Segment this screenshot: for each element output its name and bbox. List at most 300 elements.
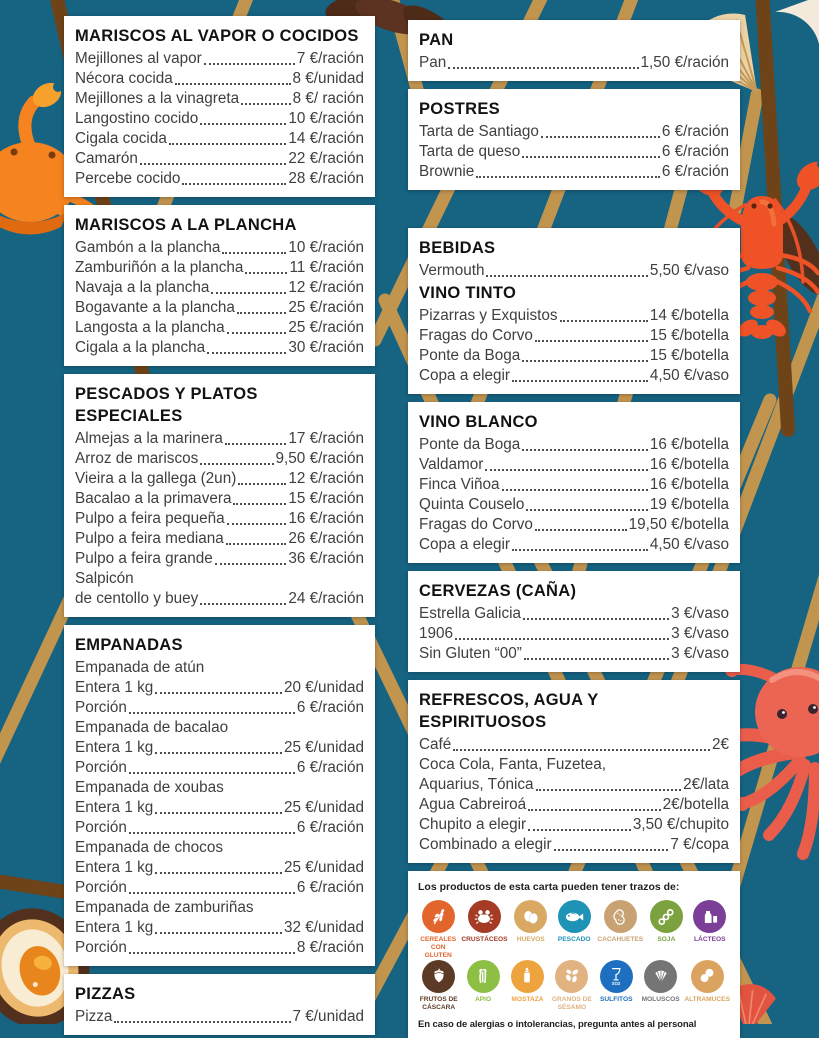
- section-heading: REFRESCOS, AGUA Y ESPIRITUOSOS: [419, 691, 599, 731]
- item-price: 7 €/ración: [296, 50, 364, 67]
- dotted-leader: [215, 549, 287, 565]
- item-name: Brownie: [419, 163, 475, 180]
- allergen-label: ALTRAMUCES: [684, 995, 730, 1003]
- dotted-leader: [512, 366, 648, 382]
- mustard-icon: [511, 960, 544, 993]
- dotted-leader: [528, 815, 631, 831]
- menu-item: [75, 489, 364, 509]
- item-name: Porción: [75, 699, 127, 716]
- mollusc-shell-icon: [644, 960, 677, 993]
- dotted-leader: [502, 475, 648, 491]
- dotted-leader: [140, 149, 286, 165]
- dotted-leader: [155, 738, 282, 754]
- allergen-item: [511, 900, 551, 960]
- menu-item: [75, 698, 364, 718]
- section-heading: MARISCOS A LA PLANCHA: [75, 216, 297, 234]
- item-name: Langosta a la plancha: [75, 319, 225, 336]
- dotted-leader: [241, 89, 290, 105]
- item-name: Bacalao a la primavera: [75, 490, 232, 507]
- item-price: 3 €/vaso: [671, 645, 729, 662]
- item-price: 2€: [711, 736, 729, 753]
- dotted-leader: [512, 535, 648, 551]
- allergen-item: [461, 900, 507, 960]
- item-price: 17 €/ración: [288, 430, 364, 447]
- dotted-leader: [526, 495, 647, 511]
- menu-item: [419, 435, 729, 455]
- item-price: 12 €/ración: [288, 470, 364, 487]
- menu-item: [75, 238, 364, 258]
- allergen-label: APIO: [475, 995, 492, 1003]
- menu-item: [75, 89, 364, 109]
- item-name: Porción: [75, 939, 127, 956]
- menu-item: [75, 918, 364, 938]
- allergen-label: CRUSTÁCEOS: [461, 936, 508, 943]
- allergen-row: [418, 960, 730, 1012]
- item-name: Copa a elegir: [419, 367, 510, 384]
- menu-item: [419, 122, 729, 142]
- item-name: Café: [419, 736, 452, 753]
- allergen-intro: Los productos de esta carta pueden tener trazos de:: [418, 881, 680, 893]
- menu-section: [408, 571, 740, 672]
- menu-section: [64, 205, 375, 366]
- dotted-leader: [536, 775, 682, 791]
- allergen-label: MOLUSCOS: [641, 995, 680, 1003]
- menu-item: [75, 838, 364, 858]
- item-name: Fragas do Corvo: [419, 327, 533, 344]
- allergen-item: [646, 900, 686, 960]
- item-name: Mejillones al vapor: [75, 50, 202, 67]
- item-price: 36 €/ración: [288, 550, 364, 567]
- menu-item: [75, 549, 364, 569]
- allergen-footer: En caso de alergias o intolerancias, pregunta antes al personal: [418, 1018, 697, 1030]
- menu-section: [408, 89, 740, 190]
- dotted-leader: [528, 795, 661, 811]
- dotted-leader: [129, 758, 295, 774]
- menu-item: [75, 898, 364, 918]
- item-price: 8 €/unidad: [292, 70, 364, 87]
- menu-item: [75, 569, 364, 589]
- item-name: Empanada de atún: [75, 659, 205, 676]
- dotted-leader: [200, 449, 273, 465]
- item-price: 6 €/ración: [296, 879, 364, 896]
- item-name: Chupito a elegir: [419, 816, 527, 833]
- dotted-leader: [455, 624, 669, 640]
- menu-item: [75, 858, 364, 878]
- dotted-leader: [453, 735, 710, 751]
- section-heading: PAN: [419, 31, 454, 49]
- menu-item: [75, 509, 364, 529]
- item-name: Entera 1 kg: [75, 739, 154, 756]
- eggs-icon: [514, 900, 547, 933]
- item-price: 10 €/ración: [288, 110, 364, 127]
- item-price: 30 €/ración: [288, 339, 364, 356]
- allergen-item: [690, 900, 730, 960]
- menu-column-left: [64, 16, 375, 1035]
- item-name: Finca Viñoa: [419, 476, 500, 493]
- dotted-leader: [155, 678, 282, 694]
- dotted-leader: [114, 1007, 290, 1023]
- celery-icon: [467, 960, 500, 993]
- dotted-leader: [476, 162, 660, 178]
- item-price: 5,50 €/vaso: [649, 262, 729, 279]
- item-price: 3 €/vaso: [671, 625, 729, 642]
- item-name: Coca Cola, Fanta, Fuzetea,: [419, 756, 607, 773]
- item-price: 25 €/unidad: [284, 859, 364, 876]
- item-name: Sin Gluten “00”: [419, 645, 522, 662]
- item-price: 15 €/ración: [288, 490, 364, 507]
- allergen-label: GRANOS DE SÉSAMO: [551, 995, 592, 1011]
- dotted-leader: [204, 49, 295, 65]
- item-price: 2€/lata: [683, 776, 729, 793]
- dotted-leader: [225, 429, 286, 445]
- menu-item: [419, 142, 729, 162]
- item-name: Navaja a la plancha: [75, 279, 210, 296]
- item-name: Vieira a la gallega (2un): [75, 470, 237, 487]
- allergen-label: CEREALES CON GLUTEN: [420, 936, 457, 959]
- menu-item: [75, 818, 364, 838]
- item-price: 6 €/ración: [296, 819, 364, 836]
- item-price: 19,50 €/botella: [628, 516, 729, 533]
- menu-item: [419, 735, 729, 755]
- menu-item: [75, 878, 364, 898]
- menu-item: [419, 495, 729, 515]
- menu-item: [75, 938, 364, 958]
- menu-section: [64, 974, 375, 1035]
- item-price: 19 €/botella: [649, 496, 729, 513]
- allergen-label: LÁCTEOS: [694, 936, 726, 943]
- item-price: 16 €/botella: [649, 456, 729, 473]
- item-name: Cigala a la plancha: [75, 339, 206, 356]
- corner-shell-illustration: [775, 0, 819, 44]
- item-price: 10 €/ración: [288, 239, 364, 256]
- menu-item: [419, 53, 729, 73]
- dotted-leader: [207, 338, 286, 354]
- item-name: Almejas a la marinera: [75, 430, 223, 447]
- item-name: Salpicón: [75, 570, 134, 587]
- sesame-icon: [555, 960, 588, 993]
- menu-item: [75, 318, 364, 338]
- allergen-item: [596, 960, 637, 1012]
- item-name: Fragas do Corvo: [419, 516, 533, 533]
- menu-item: [75, 129, 364, 149]
- item-name: Tarta de Santiago: [419, 123, 539, 140]
- section-heading: VINO BLANCO: [419, 413, 538, 431]
- dotted-leader: [485, 455, 648, 471]
- dotted-leader: [227, 509, 287, 525]
- peanut-icon: [604, 900, 637, 933]
- item-price: 6 €/ración: [661, 143, 729, 160]
- item-name: Entera 1 kg: [75, 679, 154, 696]
- item-name: Gambón a la plancha: [75, 239, 221, 256]
- item-name: Tarta de queso: [419, 143, 521, 160]
- dotted-leader: [222, 238, 286, 254]
- item-price: 3 €/vaso: [671, 605, 729, 622]
- menu-item: [419, 306, 729, 326]
- item-name: Langostino cocido: [75, 110, 199, 127]
- milk-icon: [693, 900, 726, 933]
- menu-item: [419, 755, 729, 775]
- allergen-item: [554, 900, 594, 960]
- item-name: Vermouth: [419, 262, 485, 279]
- menu-section: [64, 374, 375, 617]
- allergen-label: CACAHUETES: [597, 936, 644, 943]
- item-price: 4,50 €/vaso: [649, 367, 729, 384]
- dotted-leader: [200, 109, 286, 125]
- item-name: Pulpo a feira pequeña: [75, 510, 225, 527]
- menu-item: [419, 261, 729, 281]
- menu-item: [75, 738, 364, 758]
- item-name: 1906: [419, 625, 454, 642]
- menu-item: [75, 778, 364, 798]
- section-heading: BEBIDAS: [419, 239, 496, 257]
- menu-item: [419, 366, 729, 386]
- dotted-leader: [182, 169, 286, 185]
- lupin-icon: [691, 960, 724, 993]
- item-name: Empanada de xoubas: [75, 779, 224, 796]
- item-name: Quinta Couselo: [419, 496, 525, 513]
- dotted-leader: [524, 644, 669, 660]
- sulfites-icon: [600, 960, 633, 993]
- menu-section: [408, 228, 740, 394]
- item-name: Empanada de bacalao: [75, 719, 229, 736]
- menu-item: [419, 835, 729, 855]
- svg-text:SO2: SO2: [612, 981, 621, 987]
- item-price: 24 €/ración: [288, 590, 364, 607]
- section-heading: MARISCOS AL VAPOR O COCIDOS: [75, 27, 359, 45]
- item-name: Aquarius, Tónica: [419, 776, 534, 793]
- item-name: Mejillones a la vinagreta: [75, 90, 240, 107]
- section-heading: CERVEZAS (CAÑA): [419, 582, 577, 600]
- item-name: Nécora cocida: [75, 70, 173, 87]
- menu-item: [419, 515, 729, 535]
- item-price: 25 €/ración: [288, 299, 364, 316]
- dotted-leader: [226, 529, 286, 545]
- dotted-leader: [535, 326, 648, 342]
- item-name: Empanada de zamburiñas: [75, 899, 254, 916]
- dotted-leader: [237, 298, 286, 314]
- item-name: Zamburiñón a la plancha: [75, 259, 244, 276]
- dotted-leader: [522, 435, 648, 451]
- allergen-item: [462, 960, 503, 1012]
- item-price: 25 €/unidad: [284, 739, 364, 756]
- wheat-icon: [422, 900, 455, 933]
- menu-item: [75, 69, 364, 89]
- menu-item: [75, 658, 364, 678]
- dotted-leader: [211, 278, 286, 294]
- item-price: 25 €/ración: [288, 319, 364, 336]
- dotted-leader: [560, 306, 648, 322]
- item-price: 6 €/ración: [296, 759, 364, 776]
- dotted-leader: [155, 798, 282, 814]
- dotted-leader: [541, 122, 660, 138]
- item-price: 15 €/botella: [649, 327, 729, 344]
- menu-item: [419, 162, 729, 182]
- menu-item: [75, 469, 364, 489]
- crab-icon: [468, 900, 501, 933]
- dotted-leader: [129, 878, 295, 894]
- menu-item: [419, 346, 729, 366]
- menu-section: [408, 680, 740, 863]
- menu-item: [75, 278, 364, 298]
- item-name: Valdamor: [419, 456, 484, 473]
- dotted-leader: [129, 818, 295, 834]
- item-price: 1,50 €/ración: [640, 54, 729, 71]
- item-price: 6 €/ración: [296, 699, 364, 716]
- menu-item: [75, 109, 364, 129]
- section-heading: PIZZAS: [75, 985, 136, 1003]
- item-name: Estrella Galicia: [419, 605, 522, 622]
- menu-section: [408, 402, 740, 563]
- menu-item: [75, 169, 364, 189]
- allergen-item: [597, 900, 643, 960]
- item-price: 16 €/ración: [288, 510, 364, 527]
- menu-item: [75, 298, 364, 318]
- item-name: Pulpo a feira mediana: [75, 530, 224, 547]
- item-price: 8 €/ ración: [292, 90, 364, 107]
- fish-icon: [558, 900, 591, 933]
- section-heading: VINO TINTO: [419, 284, 517, 302]
- item-price: 8 €/ración: [296, 939, 364, 956]
- menu-item: [419, 815, 729, 835]
- section-heading: PESCADOS Y PLATOS ESPECIALES: [75, 385, 258, 425]
- menu-item: [419, 644, 729, 664]
- dotted-leader: [227, 318, 287, 334]
- item-name: Ponte da Boga: [419, 347, 521, 364]
- soy-icon: [650, 900, 683, 933]
- allergen-label: SULFITOS: [600, 995, 633, 1003]
- item-name: Pan: [419, 54, 447, 71]
- dotted-leader: [535, 515, 627, 531]
- allergen-label: PESCADO: [557, 936, 591, 943]
- item-price: 7 €/unidad: [292, 1008, 364, 1025]
- dotted-leader: [554, 835, 669, 851]
- menu-item: [419, 475, 729, 495]
- item-name: Porción: [75, 879, 127, 896]
- dotted-leader: [155, 918, 282, 934]
- item-name: Camarón: [75, 150, 138, 167]
- allergen-label: MOSTAZA: [511, 995, 544, 1003]
- item-name: Agua Cabreiroá: [419, 796, 527, 813]
- menu-item: [75, 529, 364, 549]
- dotted-leader: [238, 469, 286, 485]
- item-price: 6 €/ración: [661, 123, 729, 140]
- item-name: Pizarras y Exquistos: [419, 307, 558, 324]
- menu-item: [75, 258, 364, 278]
- menu-item: [419, 604, 729, 624]
- menu-item: [419, 455, 729, 475]
- menu-item: [75, 758, 364, 778]
- item-price: 20 €/unidad: [284, 679, 364, 696]
- item-price: 32 €/unidad: [284, 919, 364, 936]
- item-price: 22 €/ración: [288, 150, 364, 167]
- item-name: Porción: [75, 759, 127, 776]
- menu-item: [75, 589, 364, 609]
- dotted-leader: [200, 589, 286, 605]
- menu-item: [75, 429, 364, 449]
- allergen-row: [418, 900, 730, 960]
- menu-section: [64, 16, 375, 197]
- menu-item: [75, 678, 364, 698]
- dotted-leader: [448, 53, 638, 69]
- item-name: Empanada de chocos: [75, 839, 223, 856]
- item-name: Entera 1 kg: [75, 799, 154, 816]
- allergen-item: [418, 960, 459, 1012]
- item-price: 6 €/ración: [661, 163, 729, 180]
- dotted-leader: [129, 938, 295, 954]
- item-price: 11 €/ración: [289, 259, 364, 276]
- menu-item: [419, 326, 729, 346]
- menu-item: [419, 795, 729, 815]
- dotted-leader: [522, 142, 660, 158]
- item-name: Arroz de mariscos: [75, 450, 199, 467]
- item-price: 15 €/botella: [649, 347, 729, 364]
- dotted-leader: [175, 69, 291, 85]
- item-price: 3,50 €/chupito: [632, 816, 729, 833]
- allergen-label: FRUTOS DE CÁSCARA: [419, 995, 458, 1011]
- item-name: Copa a elegir: [419, 536, 510, 553]
- item-name: Pulpo a feira grande: [75, 550, 213, 567]
- item-name: de centollo y buey: [75, 590, 199, 607]
- item-price: 28 €/ración: [288, 170, 364, 187]
- item-price: 26 €/ración: [288, 530, 364, 547]
- menu-item: [75, 449, 364, 469]
- allergen-label: HUEVOS: [516, 936, 545, 943]
- menu-section: [64, 625, 375, 966]
- dotted-leader: [522, 346, 648, 362]
- menu-item: [419, 535, 729, 555]
- menu-item: [75, 718, 364, 738]
- dotted-leader: [129, 698, 295, 714]
- item-name: Entera 1 kg: [75, 919, 154, 936]
- nut-icon: [422, 960, 455, 993]
- item-price: 25 €/unidad: [284, 799, 364, 816]
- allergen-item: [684, 960, 730, 1012]
- menu-section: [408, 20, 740, 81]
- allergen-item: [640, 960, 681, 1012]
- section-heading: EMPANADAS: [75, 636, 183, 654]
- item-name: Pizza: [75, 1008, 113, 1025]
- allergen-item: [507, 960, 548, 1012]
- item-name: Ponte da Boga: [419, 436, 521, 453]
- dotted-leader: [523, 604, 669, 620]
- item-price: 4,50 €/vaso: [649, 536, 729, 553]
- allergen-card: [408, 871, 740, 1038]
- menu-item: [75, 1007, 364, 1027]
- menu-item: [419, 775, 729, 795]
- item-price: 9,50 €/ración: [275, 450, 364, 467]
- dotted-leader: [486, 261, 647, 277]
- item-price: 16 €/botella: [649, 476, 729, 493]
- item-price: 2€/botella: [662, 796, 729, 813]
- item-price: 14 €/botella: [649, 307, 729, 324]
- menu-item: [75, 798, 364, 818]
- item-name: Percebe cocido: [75, 170, 181, 187]
- allergen-label: SOJA: [657, 936, 676, 943]
- item-name: Combinado a elegir: [419, 836, 552, 853]
- item-name: Porción: [75, 819, 127, 836]
- menu-item: [75, 338, 364, 358]
- section-heading: POSTRES: [419, 100, 500, 118]
- item-name: Cigala cocida: [75, 130, 167, 147]
- item-name: Entera 1 kg: [75, 859, 154, 876]
- menu-item: [419, 624, 729, 644]
- dotted-leader: [245, 258, 287, 274]
- item-price: 7 €/copa: [670, 836, 729, 853]
- allergen-item: [551, 960, 592, 1012]
- item-name: Bogavante a la plancha: [75, 299, 235, 316]
- menu-item: [75, 149, 364, 169]
- dotted-leader: [233, 489, 286, 505]
